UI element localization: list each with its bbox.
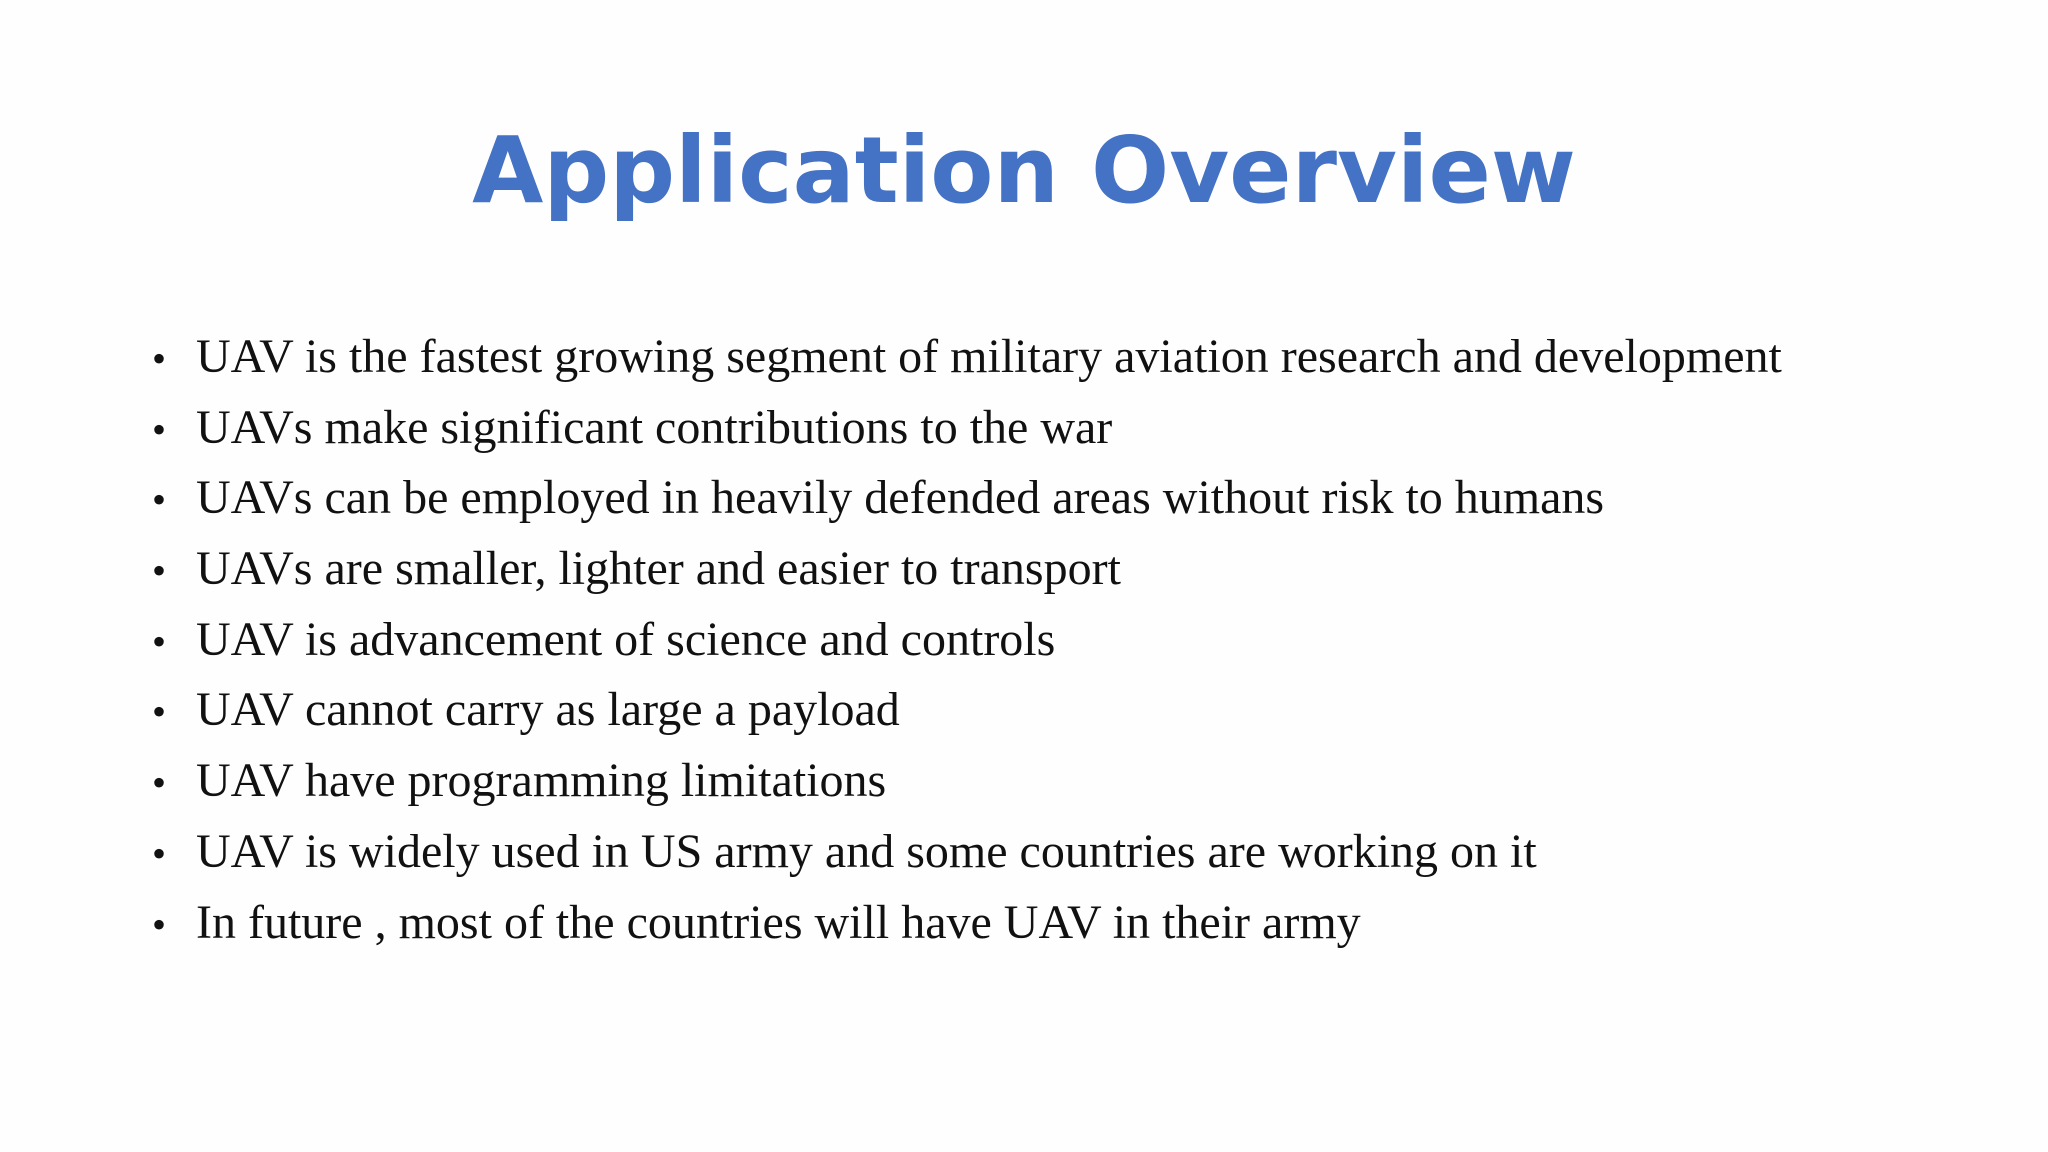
bullet-item <box>152 534 2012 605</box>
bullet-text: UAV cannot carry as large a payload <box>196 683 900 737</box>
bullet-text: UAVs make significant contributions to the war <box>196 400 1113 454</box>
bullet-icon: • <box>152 830 167 876</box>
bullet-item <box>152 393 2012 464</box>
bullet-item <box>152 463 2012 534</box>
bullet-icon: • <box>152 477 167 523</box>
bullet-icon: • <box>152 406 167 452</box>
bullet-item <box>152 888 2012 959</box>
bullet-text: UAV have programming limitations <box>196 754 887 808</box>
bullet-icon: • <box>152 336 167 381</box>
bullet-icon: • <box>152 901 167 947</box>
bullet-text: UAVs can be employed in heavily defended areas without risk to humans <box>196 471 1605 525</box>
bullet-item <box>152 675 2012 746</box>
bullet-list <box>152 322 2012 958</box>
bullet-item <box>152 746 2012 817</box>
slide-title: Application Overview <box>472 117 1576 224</box>
bullet-icon: • <box>152 760 167 806</box>
bullet-item <box>152 322 2012 393</box>
bullet-text: In future , most of the countries will have UAV in their army <box>196 895 1361 949</box>
bullet-icon: • <box>152 548 167 594</box>
bullet-text: UAV is advancement of science and controls <box>196 612 1056 666</box>
bullet-text: UAVs are smaller, lighter and easier to transport <box>196 542 1121 596</box>
bullet-item <box>152 605 2012 676</box>
bullet-text: UAV is the fastest growing segment of military aviation research and development <box>196 330 1782 383</box>
bullet-item <box>152 817 2012 888</box>
bullet-icon: • <box>152 618 167 664</box>
bullet-text: UAV is widely used in US army and some countries are working on it <box>196 824 1537 878</box>
bullet-icon: • <box>152 689 167 735</box>
